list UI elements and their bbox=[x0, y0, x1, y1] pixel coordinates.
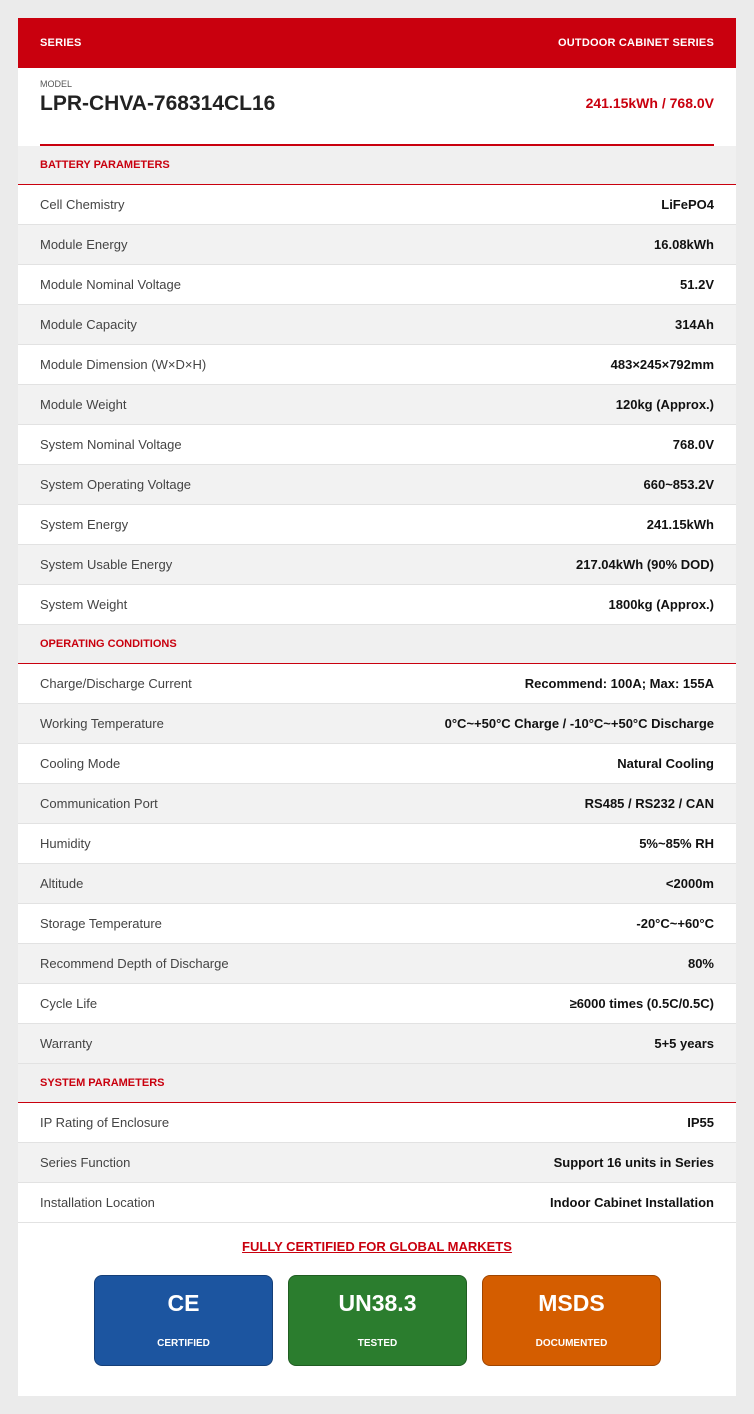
spec-value: LiFePO4 bbox=[661, 197, 714, 212]
spec-value: 51.2V bbox=[680, 277, 714, 292]
spec-card bbox=[18, 18, 736, 1396]
certifications bbox=[18, 1223, 736, 1395]
spec-label: Module Energy bbox=[40, 237, 128, 252]
spec-row bbox=[18, 904, 736, 944]
spec-row bbox=[18, 744, 736, 784]
cert-name: CE bbox=[167, 1290, 200, 1316]
spec-label: Altitude bbox=[40, 876, 84, 891]
spec-label: Cycle Life bbox=[40, 996, 98, 1011]
spec-value: 241.15kWh bbox=[646, 517, 714, 532]
cert-badge bbox=[288, 1275, 467, 1366]
section-header: OPERATING CONDITIONS bbox=[18, 625, 736, 664]
spec-value: Natural Cooling bbox=[617, 756, 714, 771]
cert-name: UN38.3 bbox=[338, 1290, 417, 1316]
spec-value: -20°C~+60°C bbox=[636, 916, 714, 931]
series-header bbox=[18, 18, 736, 68]
cert-badge bbox=[94, 1275, 273, 1366]
spec-label: System Usable Energy bbox=[40, 557, 173, 572]
spec-label: System Nominal Voltage bbox=[40, 437, 182, 452]
cert-badge bbox=[482, 1275, 661, 1366]
cert-status: CERTIFIED bbox=[157, 1338, 210, 1349]
spec-label: Cell Chemistry bbox=[40, 197, 125, 212]
spec-row bbox=[18, 864, 736, 904]
model-block bbox=[18, 68, 736, 146]
spec-value: 768.0V bbox=[672, 437, 714, 452]
spec-row bbox=[18, 545, 736, 585]
spec-label: Module Capacity bbox=[40, 317, 137, 332]
spec-label: Series Function bbox=[40, 1155, 131, 1170]
spec-label: System Energy bbox=[40, 517, 129, 532]
spec-label: Module Weight bbox=[40, 397, 127, 412]
spec-value: 120kg (Approx.) bbox=[615, 397, 714, 412]
spec-row bbox=[18, 704, 736, 744]
spec-value: 314Ah bbox=[674, 317, 714, 332]
model-label: MODEL bbox=[40, 79, 73, 89]
spec-value: 483×245×792mm bbox=[610, 357, 714, 372]
spec-row bbox=[18, 225, 736, 265]
spec-label: Recommend Depth of Discharge bbox=[40, 956, 229, 971]
section-header: SYSTEM PARAMETERS bbox=[18, 1064, 736, 1103]
spec-row bbox=[18, 944, 736, 984]
spec-value: Recommend: 100A; Max: 155A bbox=[524, 676, 714, 691]
spec-value: ≥6000 times (0.5C/0.5C) bbox=[569, 996, 714, 1011]
spec-row bbox=[18, 305, 736, 345]
spec-label: System Weight bbox=[40, 597, 128, 612]
spec-label: Cooling Mode bbox=[40, 756, 121, 771]
spec-label: Communication Port bbox=[40, 796, 158, 811]
certifications-title: FULLY CERTIFIED FOR GLOBAL MARKETS bbox=[242, 1239, 512, 1254]
spec-row bbox=[18, 425, 736, 465]
spec-row bbox=[18, 385, 736, 425]
model-summary: 241.15kWh / 768.0V bbox=[585, 95, 714, 111]
spec-row bbox=[18, 1103, 736, 1143]
spec-label: System Operating Voltage bbox=[40, 477, 192, 492]
spec-value: <2000m bbox=[665, 876, 714, 891]
spec-row bbox=[18, 824, 736, 864]
spec-row bbox=[18, 984, 736, 1024]
series-name: OUTDOOR CABINET SERIES bbox=[558, 37, 714, 49]
certification-badges bbox=[94, 1275, 661, 1366]
spec-label: Humidity bbox=[40, 836, 91, 851]
spec-value: Support 16 units in Series bbox=[553, 1155, 714, 1170]
spec-value: 5+5 years bbox=[654, 1036, 714, 1051]
spec-label: Storage Temperature bbox=[40, 916, 162, 931]
spec-value: 16.08kWh bbox=[654, 237, 714, 252]
cert-status: TESTED bbox=[357, 1338, 398, 1349]
spec-label: Warranty bbox=[40, 1036, 93, 1051]
spec-label: Module Nominal Voltage bbox=[40, 277, 181, 292]
spec-label: IP Rating of Enclosure bbox=[40, 1115, 170, 1130]
spec-sections bbox=[18, 146, 736, 1223]
spec-row bbox=[18, 265, 736, 305]
spec-row bbox=[18, 585, 736, 625]
spec-value: RS485 / RS232 / CAN bbox=[584, 796, 714, 811]
spec-value: 660~853.2V bbox=[643, 477, 714, 492]
cert-status: DOCUMENTED bbox=[535, 1338, 608, 1349]
spec-row bbox=[18, 784, 736, 824]
spec-value: 1800kg (Approx.) bbox=[608, 597, 714, 612]
cert-name: MSDS bbox=[538, 1290, 605, 1316]
divider bbox=[40, 144, 714, 146]
spec-value: 5%~85% RH bbox=[639, 836, 714, 851]
spec-row bbox=[18, 1024, 736, 1064]
spec-row bbox=[18, 1143, 736, 1183]
section-header: BATTERY PARAMETERS bbox=[18, 146, 736, 185]
spec-value: IP55 bbox=[687, 1115, 714, 1130]
spec-row bbox=[18, 465, 736, 505]
spec-label: Working Temperature bbox=[40, 716, 164, 731]
spec-value: 80% bbox=[687, 956, 714, 971]
spec-row bbox=[18, 185, 736, 225]
spec-value: 217.04kWh (90% DOD) bbox=[576, 557, 714, 572]
spec-label: Module Dimension (W×D×H) bbox=[40, 357, 207, 372]
spec-value: Indoor Cabinet Installation bbox=[550, 1195, 714, 1210]
spec-label: Charge/Discharge Current bbox=[40, 676, 192, 691]
series-label: SERIES bbox=[40, 37, 82, 49]
spec-row bbox=[18, 1183, 736, 1223]
spec-value: 0°C~+50°C Charge / -10°C~+50°C Discharge bbox=[444, 716, 714, 731]
model-name: LPR-CHVA-768314CL16 bbox=[40, 92, 276, 115]
spec-row bbox=[18, 345, 736, 385]
spec-row bbox=[18, 505, 736, 545]
spec-row bbox=[18, 664, 736, 704]
spec-label: Installation Location bbox=[40, 1195, 155, 1210]
